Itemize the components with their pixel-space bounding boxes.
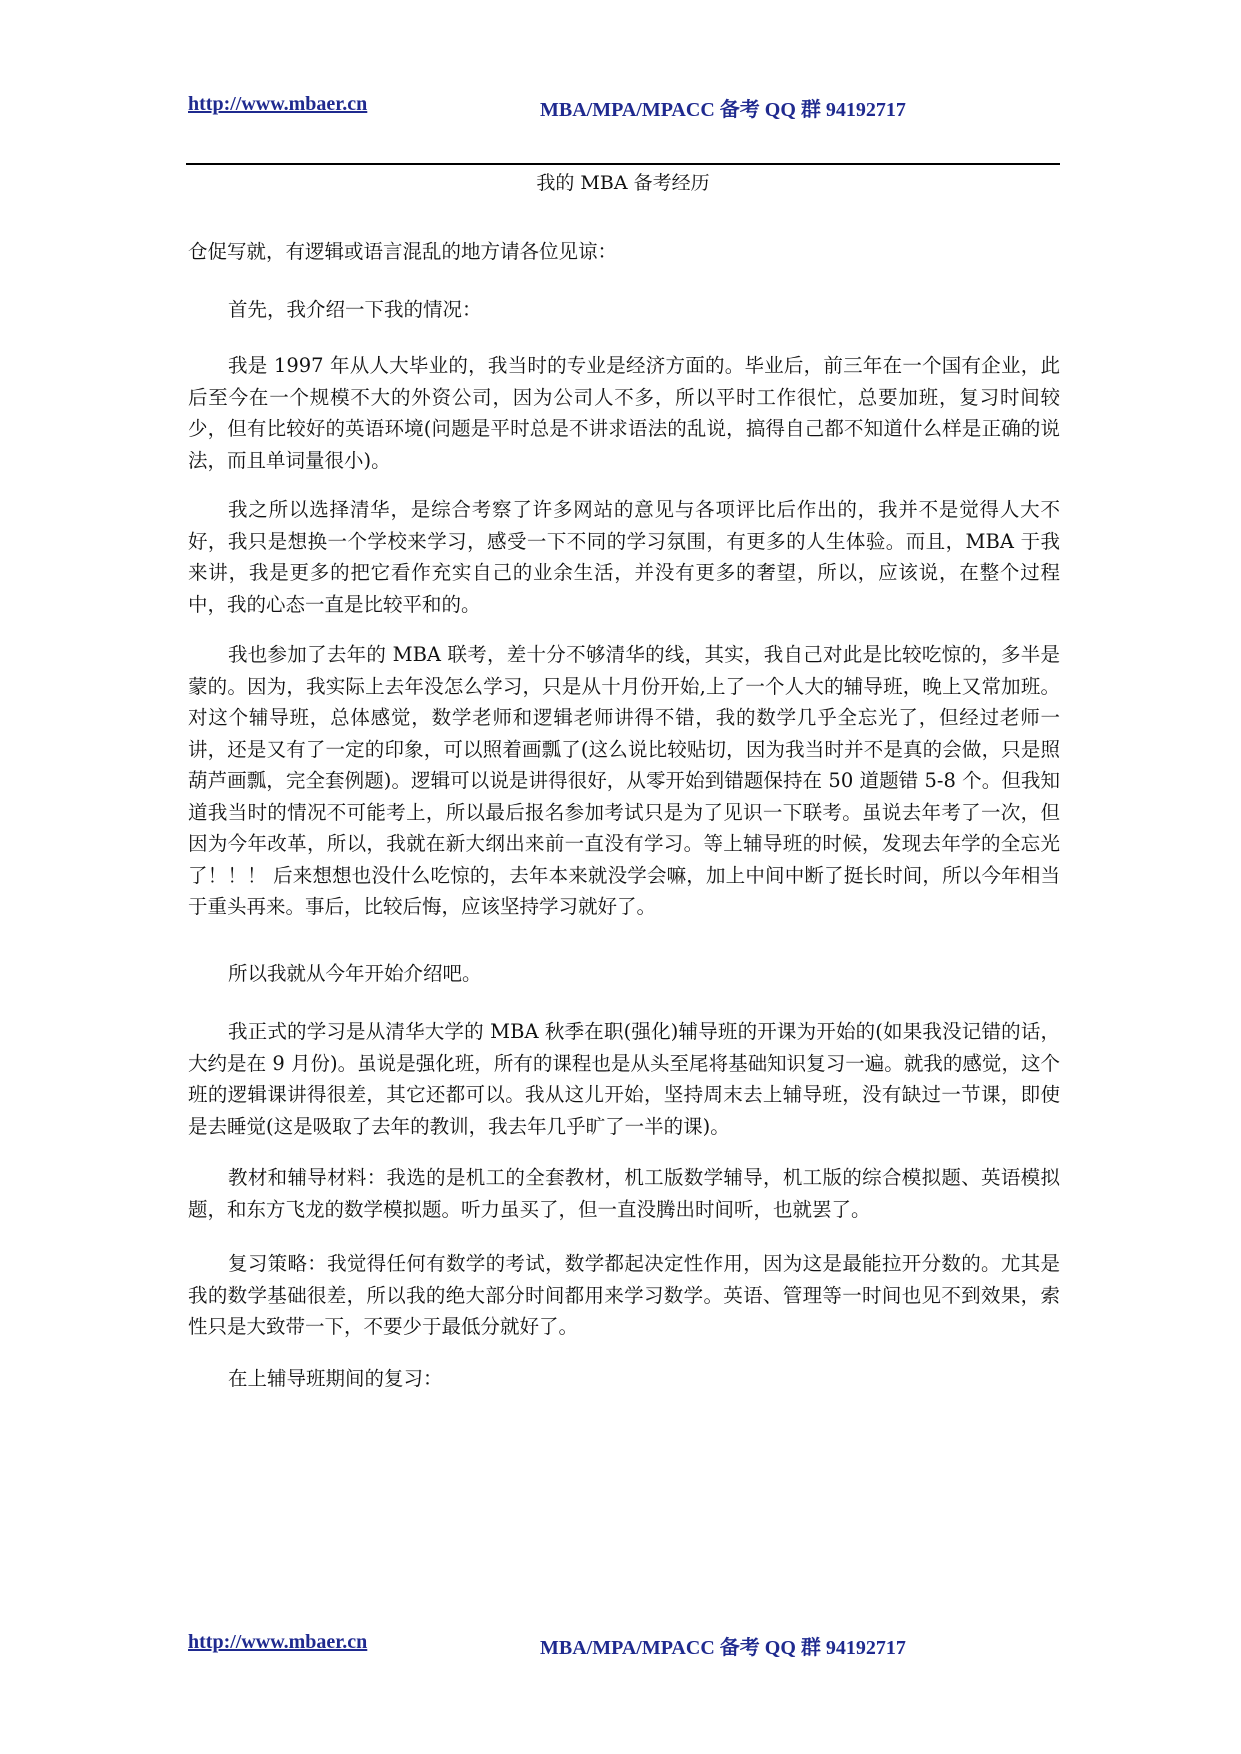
paragraph-strategy: 复习策略：我觉得任何有数学的考试，数学都起决定性作用，因为这是最能拉开分数的。尤其是我的数学基础很差，所以我的绝大部分时间都用来学习数学。英语、管理等一时间也见不到效果，索性只是大致带一下，不要少于最低分就好了。 <box>188 1252 1060 1338</box>
paragraph-intro-note: 仓促写就，有逻辑或语言混乱的地方请各位见谅： <box>188 240 618 263</box>
paragraph-materials: 教材和辅导材料：我选的是机工的全套教材，机工版数学辅导，机工版的综合模拟题、英语模拟题，和东方飞龙的数学模拟题。听力虽买了，但一直没腾出时间听，也就罢了。 <box>188 1166 1060 1221</box>
header-qq-group-text: MBA/MPA/MPACC 备考 QQ 群 94192717 <box>540 99 906 121</box>
paragraph-background: 我是 1997 年从人大毕业的，我当时的专业是经济方面的。毕业后，前三年在一个国有企业，此后至今在一个规模不大的外资公司，因为公司人不多，所以平时工作很忙，总要加班，复习时间较少，但有比较好的英语环境(问题是平时总是不讲求语法的乱说，搞得自己都不知道什么样是正确的说法，而且单词量很小)。 <box>188 354 1060 472</box>
page-footer <box>188 1631 1058 1661</box>
page-header <box>188 93 1058 123</box>
header-divider <box>186 163 1060 165</box>
paragraph-class-period-review: 在上辅导班期间的复习： <box>228 1367 443 1390</box>
document-title: 我的 MBA 备考经历 <box>536 172 710 194</box>
paragraph-why-tsinghua: 我之所以选择清华，是综合考察了许多网站的意见与各项评比后作出的，我并不是觉得人大不好，我只是想换一个学校来学习，感受一下不同的学习氛围，有更多的人生体验。而且，MBA 于我来讲，我是更多的把它看作充实自己的业余生活，并没有更多的奢望，所以，应该说，在整个过程中，我的心态一直是比较平和的。 <box>188 498 1060 616</box>
paragraph-start-this-year: 所以我就从今年开始介绍吧。 <box>228 962 482 985</box>
paragraph-formal-study: 我正式的学习是从清华大学的 MBA 秋季在职(强化)辅导班的开课为开始的(如果我没记错的话，大约是在 9 月份)。虽说是强化班，所有的课程也是从头至尾将基础知识复习一遍。就我的感觉，这个班的逻辑课讲得很差，其它还都可以。我从这儿开始，坚持周末去上辅导班，没有缺过一节课，即使是去睡觉(这是吸取了去年的教训，我去年几乎旷了一半的课)。 <box>188 1020 1060 1138</box>
footer-website-link[interactable]: http://www.mbaer.cn <box>188 1631 368 1653</box>
header-website-link[interactable]: http://www.mbaer.cn <box>188 93 368 115</box>
paragraph-last-year-exam: 我也参加了去年的 MBA 联考，差十分不够清华的线，其实，我自己对此是比较吃惊的，多半是蒙的。因为，我实际上去年没怎么学习，只是从十月份开始,上了一个人大的辅导班，晚上又常加班。对这个辅导班，总体感觉，数学老师和逻辑老师讲得不错，我的数学几乎全忘光了，但经过老师一讲，还是又有了一定的印象，可以照着画瓢了(这么说比较贴切，因为我当时并不是真的会做，只是照葫芦画瓢，完全套例题)。逻辑可以说是讲得很好，从零开始到错题保持在 50 道题错 5-8 个。但我知道我当时的情况不可能考上，所以最后报名参加考试只是为了见识一下联考。虽说去年考了一次，但因为今年改革，所以，我就在新大纲出来前一直没有学习。等上辅导班的时候，发现去年学的全忘光了！！！ 后来想想也没什么吃惊的，去年本来就没学会嘛，加上中间中断了挺长时间，所以今年相当于重头再来。事后，比较后悔，应该坚持学习就好了。 <box>188 643 1060 918</box>
footer-qq-group-text: MBA/MPA/MPACC 备考 QQ 群 94192717 <box>540 1637 906 1659</box>
paragraph-self-introduction: 首先，我介绍一下我的情况： <box>228 298 482 321</box>
